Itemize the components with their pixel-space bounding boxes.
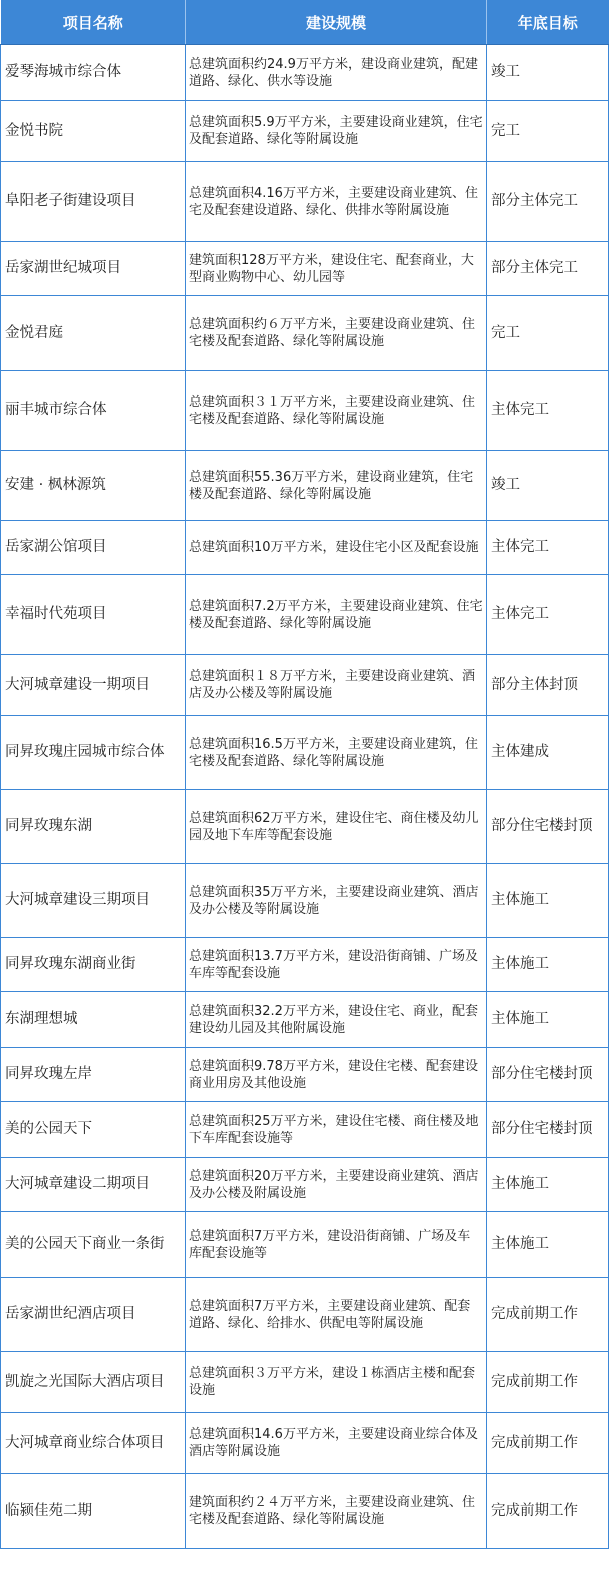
table-row (1, 938, 609, 992)
year-end-goal-cell: 完工 (487, 101, 609, 162)
project-name-cell: 金悦书院 (1, 101, 186, 162)
project-name-cell: 大河城章建设一期项目 (1, 655, 186, 716)
project-name-cell: 同昇玫瑰东湖商业街 (1, 938, 186, 992)
table-row (1, 451, 609, 521)
table-row (1, 992, 609, 1048)
year-end-goal-cell: 主体施工 (487, 1158, 609, 1212)
construction-scale-cell: 总建筑面积14.6万平方米，主要建设商业综合体及酒店等附属设施 (186, 1413, 487, 1474)
table-row (1, 1278, 609, 1352)
construction-scale-cell: 总建筑面积16.5万平方米，主要建设商业建筑，住宅楼及配套道路、绿化等附属设施 (186, 716, 487, 790)
year-end-goal-cell: 主体施工 (487, 864, 609, 938)
table-row (1, 1212, 609, 1278)
project-name-cell: 美的公园天下 (1, 1102, 186, 1158)
year-end-goal-cell: 完成前期工作 (487, 1278, 609, 1352)
construction-scale-cell: 总建筑面积7.2万平方米，主要建设商业建筑、住宅楼及配套道路、绿化等附属设施 (186, 575, 487, 655)
table-row (1, 575, 609, 655)
year-end-goal-cell: 部分住宅楼封顶 (487, 1048, 609, 1102)
project-name-cell: 丽丰城市综合体 (1, 371, 186, 451)
construction-scale-cell: 总建筑面积约６万平方米，主要建设商业建筑、住宅楼及配套道路、绿化等附属设施 (186, 296, 487, 371)
year-end-goal-cell: 主体施工 (487, 992, 609, 1048)
year-end-goal-cell: 主体完工 (487, 575, 609, 655)
construction-scale-cell: 总建筑面积35万平方米，主要建设商业建筑、酒店及办公楼及等附属设施 (186, 864, 487, 938)
year-end-goal-cell: 完成前期工作 (487, 1352, 609, 1413)
construction-scale-cell: 总建筑面积9.78万平方米，建设住宅楼、配套建设商业用房及其他设施 (186, 1048, 487, 1102)
year-end-goal-cell: 部分主体完工 (487, 162, 609, 242)
table-body (1, 45, 609, 1549)
project-name-cell: 同昇玫瑰庄园城市综合体 (1, 716, 186, 790)
year-end-goal-cell: 部分住宅楼封顶 (487, 790, 609, 864)
project-name-cell: 爱琴海城市综合体 (1, 45, 186, 101)
project-name-cell: 安建 · 枫林源筑 (1, 451, 186, 521)
year-end-goal-cell: 主体完工 (487, 521, 609, 575)
construction-scale-cell: 总建筑面积5.9万平方米，主要建设商业建筑，住宅及配套道路、绿化等附属设施 (186, 101, 487, 162)
project-name-cell: 岳家湖世纪酒店项目 (1, 1278, 186, 1352)
project-name-cell: 美的公园天下商业一条街 (1, 1212, 186, 1278)
construction-scale-cell: 总建筑面积３１万平方米，主要建设商业建筑、住宅楼及配套道路、绿化等附属设施 (186, 371, 487, 451)
table-row (1, 1413, 609, 1474)
construction-scale-cell: 总建筑面积约24.9万平方米，建设商业建筑，配建道路、绿化、供水等设施 (186, 45, 487, 101)
year-end-goal-cell: 竣工 (487, 45, 609, 101)
column-header-scale: 建设规模 (186, 0, 487, 45)
table-row (1, 1158, 609, 1212)
table-row (1, 1474, 609, 1549)
year-end-goal-cell: 完成前期工作 (487, 1413, 609, 1474)
table-row (1, 521, 609, 575)
construction-scale-cell: 总建筑面积7万平方米，主要建设商业建筑、配套道路、绿化、给排水、供配电等附属设施 (186, 1278, 487, 1352)
project-name-cell: 大河城章建设三期项目 (1, 864, 186, 938)
project-name-cell: 幸福时代苑项目 (1, 575, 186, 655)
project-name-cell: 同昇玫瑰东湖 (1, 790, 186, 864)
construction-scale-cell: 总建筑面积7万平方米，建设沿街商铺、广场及车库配套设施等 (186, 1212, 487, 1278)
year-end-goal-cell: 完工 (487, 296, 609, 371)
column-header-name: 项目名称 (1, 0, 186, 45)
table-row (1, 716, 609, 790)
construction-scale-cell: 总建筑面积10万平方米，建设住宅小区及配套设施 (186, 521, 487, 575)
project-name-cell: 凯旋之光国际大酒店项目 (1, 1352, 186, 1413)
table-row (1, 1352, 609, 1413)
project-name-cell: 阜阳老子街建设项目 (1, 162, 186, 242)
construction-scale-cell: 总建筑面积13.7万平方米，建设沿街商铺、广场及车库等配套设施 (186, 938, 487, 992)
year-end-goal-cell: 部分住宅楼封顶 (487, 1102, 609, 1158)
construction-scale-cell: 总建筑面积25万平方米，建设住宅楼、商住楼及地下车库配套设施等 (186, 1102, 487, 1158)
construction-scale-cell: 总建筑面积62万平方米，建设住宅、商住楼及幼儿园及地下车库等配套设施 (186, 790, 487, 864)
table-row (1, 1102, 609, 1158)
year-end-goal-cell: 部分主体完工 (487, 242, 609, 296)
project-name-cell: 大河城章商业综合体项目 (1, 1413, 186, 1474)
table-row (1, 1048, 609, 1102)
table-row (1, 162, 609, 242)
project-name-cell: 东湖理想城 (1, 992, 186, 1048)
year-end-goal-cell: 主体施工 (487, 938, 609, 992)
construction-scale-cell: 建筑面积128万平方米，建设住宅、配套商业，大型商业购物中心、幼儿园等 (186, 242, 487, 296)
column-header-goal: 年底目标 (487, 0, 609, 45)
table-row (1, 45, 609, 101)
year-end-goal-cell: 部分主体封顶 (487, 655, 609, 716)
table-row (1, 371, 609, 451)
header-row (1, 0, 609, 45)
project-name-cell: 金悦君庭 (1, 296, 186, 371)
project-name-cell: 大河城章建设二期项目 (1, 1158, 186, 1212)
project-name-cell: 岳家湖世纪城项目 (1, 242, 186, 296)
table-row (1, 101, 609, 162)
construction-scale-cell: 建筑面积约２４万平方米，主要建设商业建筑、住宅楼及配套道路、绿化等附属设施 (186, 1474, 487, 1549)
construction-scale-cell: 总建筑面积4.16万平方米，主要建设商业建筑、住宅及配套建设道路、绿化、供排水等附属设施 (186, 162, 487, 242)
table-row (1, 864, 609, 938)
construction-scale-cell: 总建筑面积32.2万平方米，建设住宅、商业，配套建设幼儿园及其他附属设施 (186, 992, 487, 1048)
year-end-goal-cell: 主体施工 (487, 1212, 609, 1278)
project-name-cell: 同昇玫瑰左岸 (1, 1048, 186, 1102)
year-end-goal-cell: 主体完工 (487, 371, 609, 451)
table-row (1, 242, 609, 296)
project-name-cell: 岳家湖公馆项目 (1, 521, 186, 575)
construction-scale-cell: 总建筑面积55.36万平方米，建设商业建筑，住宅楼及配套道路、绿化等附属设施 (186, 451, 487, 521)
table-row (1, 790, 609, 864)
year-end-goal-cell: 竣工 (487, 451, 609, 521)
construction-scale-cell: 总建筑面积３万平方米，建设１栋酒店主楼和配套设施 (186, 1352, 487, 1413)
project-name-cell: 临颍佳苑二期 (1, 1474, 186, 1549)
construction-scale-cell: 总建筑面积１８万平方米，主要建设商业建筑、酒店及办公楼及等附属设施 (186, 655, 487, 716)
table-row (1, 296, 609, 371)
year-end-goal-cell: 完成前期工作 (487, 1474, 609, 1549)
table-row (1, 655, 609, 716)
construction-scale-cell: 总建筑面积20万平方米，主要建设商业建筑、酒店及办公楼及附属设施 (186, 1158, 487, 1212)
year-end-goal-cell: 主体建成 (487, 716, 609, 790)
